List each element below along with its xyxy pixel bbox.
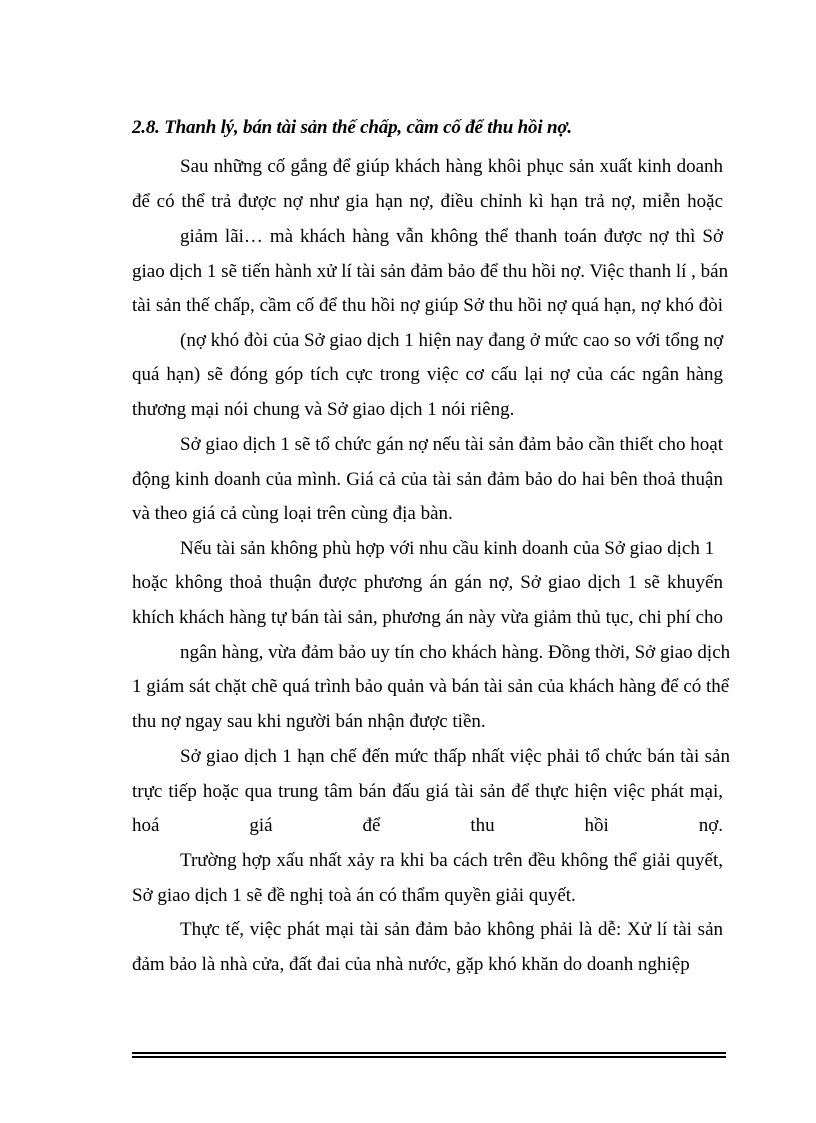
paragraph-line: tài sản thế chấp, cầm cố để thu hồi nợ giúp Sở thu hồi nợ quá hạn, nợ khó đòi bbox=[132, 295, 723, 316]
paragraph-line: hoặc không thoả thuận được phương án gán nợ, Sở giao dịch 1 sẽ khuyến bbox=[132, 572, 723, 593]
paragraph-line: Sau những cố gắng để giúp khách hàng khôi phục sản xuất kinh doanh bbox=[180, 156, 723, 177]
paragraph-line: Sở giao dịch 1 sẽ đề nghị toà án có thẩm quyền giải quyết. bbox=[132, 885, 576, 906]
paragraph-line: giảm lãi… mà khách hàng vẫn không thể thanh toán được nợ thì Sở bbox=[180, 226, 723, 247]
paragraph-line: 1 giám sát chặt chẽ quá trình bảo quản và bán tài sản của khách hàng để có thể bbox=[132, 676, 730, 697]
paragraph-line: và theo giá cả cùng loại trên cùng địa bàn. bbox=[132, 503, 453, 524]
spread-word: hoá bbox=[132, 815, 160, 836]
paragraph-line: Sở giao dịch 1 sẽ tổ chức gán nợ nếu tài sản đảm bảo cần thiết cho hoạt bbox=[180, 434, 723, 455]
paragraph-line: ngân hàng, vừa đảm bảo uy tín cho khách hàng. Đồng thời, Sở giao dịch bbox=[180, 642, 731, 663]
paragraph-line: đảm bảo là nhà cửa, đất đai của nhà nước, gặp khó khăn do doanh nghiệp bbox=[132, 954, 690, 975]
spread-word: để bbox=[362, 815, 381, 836]
section-heading: 2.8. Thanh lý, bán tài sản thế chấp, cầm cố để thu hồi nợ. bbox=[132, 117, 572, 138]
paragraph-line: động kinh doanh của mình. Giá cả của tài sản đảm bảo do hai bên thoả thuận bbox=[132, 469, 723, 490]
paragraph-line: Trường hợp xấu nhất xảy ra khi ba cách trên đều không thể giải quyết, bbox=[180, 850, 723, 871]
spread-word: giá bbox=[249, 815, 273, 836]
paragraph-line: (nợ khó đòi của Sở giao dịch 1 hiện nay đang ở mức cao so với tổng nợ bbox=[180, 330, 724, 351]
paragraph-line: thu nợ ngay sau khi người bán nhận được tiền. bbox=[132, 711, 486, 732]
footer-double-rule bbox=[132, 1052, 726, 1058]
spread-justified-line bbox=[132, 814, 723, 838]
spread-word: thu bbox=[470, 815, 495, 836]
paragraph-line: khích khách hàng tự bán tài sản, phương án này vừa giảm thủ tục, chi phí cho bbox=[132, 607, 723, 628]
paragraph-line: trực tiếp hoặc qua trung tâm bán đấu giá tài sản để thực hiện việc phát mại, bbox=[132, 781, 723, 802]
paragraph-line: Nếu tài sản không phù hợp với nhu cầu kinh doanh của Sở giao dịch 1 bbox=[180, 538, 715, 559]
paragraph-line: thương mại nói chung và Sở giao dịch 1 nói riêng. bbox=[132, 399, 515, 420]
paragraph-line: giao dịch 1 sẽ tiến hành xử lí tài sản đảm bảo để thu hồi nợ. Việc thanh lí , bán bbox=[132, 261, 729, 282]
paragraph-line: để có thể trả được nợ như gia hạn nợ, điều chỉnh kì hạn trả nợ, miễn hoặc bbox=[132, 191, 723, 212]
paragraph-line: Sở giao dịch 1 hạn chế đến mức thấp nhất việc phải tổ chức bán tài sản bbox=[180, 746, 730, 767]
paragraph-line: Thực tế, việc phát mại tài sản đảm bảo không phải là dễ: Xử lí tài sản bbox=[180, 919, 723, 940]
spread-word: nợ. bbox=[698, 815, 723, 836]
spread-word: hồi bbox=[584, 815, 609, 836]
paragraph-line: quá hạn) sẽ đóng góp tích cực trong việc cơ cấu lại nợ của các ngân hàng bbox=[132, 364, 723, 385]
